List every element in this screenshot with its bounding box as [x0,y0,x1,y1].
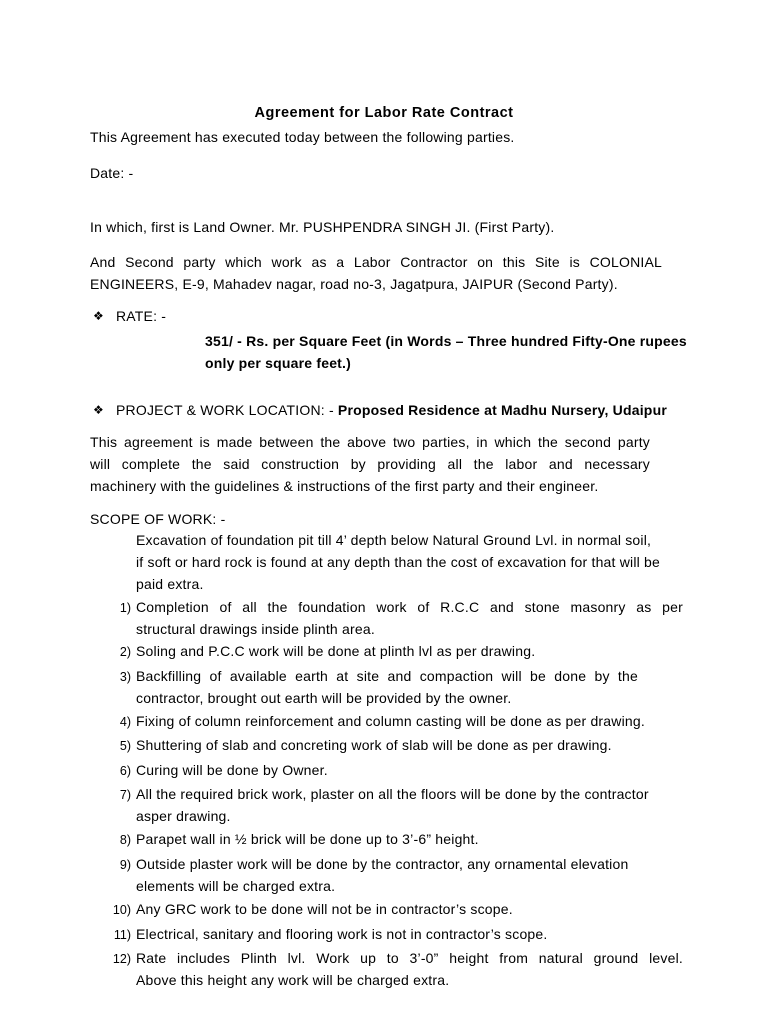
list-item-line: asper drawing. [136,808,231,824]
list-item-number: 12) [112,952,131,966]
project-value: Proposed Residence at Madhu Nursery, Udaipur [337,402,667,418]
agreement-para-line-1: This agreement is made between the above two parties, in which the second party [90,434,650,450]
list-item-number: 2) [119,645,131,659]
agreement-para-line-3: machinery with the guidelines & instructions of the first party and their engineer. [90,478,599,494]
list-item-line: Backfilling of available earth at site and compaction will be done by the [136,668,638,684]
list-item-line: elements will be charged extra. [136,878,336,894]
scope-heading: SCOPE OF WORK: - [90,511,226,527]
rate-label: RATE: - [116,308,167,324]
list-item-number: 6) [119,764,131,778]
list-item-number: 1) [119,601,131,615]
list-item-line: Parapet wall in ½ brick will be done up to 3’-6” height. [136,831,479,847]
document-title: Agreement for Labor Rate Contract [254,105,514,121]
list-item-number: 5) [119,739,131,753]
list-item-number: 3) [119,670,131,684]
rate-value-line-1: 351/ - Rs. per Square Feet (in Words – Three hundred Fifty-One rupees [205,333,687,349]
list-item-line: contractor, brought out earth will be provided by the owner. [136,690,512,706]
intro-line: This Agreement has executed today between the following parties. [90,129,515,145]
list-item-line: Electrical, sanitary and flooring work is not in contractor’s scope. [136,926,548,942]
diamond-bullet-icon: ❖ [93,403,104,417]
scope-intro-line-3: paid extra. [136,576,204,592]
list-item-line: Soling and P.C.C work will be done at plinth lvl as per drawing. [136,643,536,659]
list-item-number: 4) [119,715,131,729]
list-item-line: Curing will be done by Owner. [136,762,328,778]
list-item-line: Shuttering of slab and concreting work of slab will be done as per drawing. [136,737,612,753]
diamond-bullet-icon: ❖ [93,309,104,323]
list-item-number: 8) [119,833,131,847]
project-label: PROJECT & WORK LOCATION: - [116,402,338,418]
list-item-line: Any GRC work to be done will not be in contractor’s scope. [136,901,513,917]
list-item-line: Outside plaster work will be done by the contractor, any ornamental elevation [136,856,629,872]
agreement-para-line-2: will complete the said construction by providing all the labor and necessary [90,456,650,472]
second-party-line-2: ENGINEERS, E-9, Mahadev nagar, road no-3, Jagatpura, JAIPUR (Second Party). [90,276,618,292]
second-party-line-1: And Second party which work as a Labor Contractor on this Site is COLONIAL [90,254,662,270]
list-item-line: Completion of all the foundation work of R.C.C and stone masonry as per [136,599,683,615]
list-item-line: Fixing of column reinforcement and column casting will be done as per drawing. [136,713,645,729]
project-location-line [116,401,716,419]
list-item-line: All the required brick work, plaster on all the floors will be done by the contractor [136,786,649,802]
list-item-line: structural drawings inside plinth area. [136,621,375,637]
first-party-line: In which, first is Land Owner. Mr. PUSHPENDRA SINGH JI. (First Party). [90,219,555,235]
list-item-number: 9) [119,858,131,872]
rate-value-line-2: only per square feet.) [205,355,351,371]
date-line: Date: - [90,165,134,181]
list-item-line: Above this height any work will be charged extra. [136,972,450,988]
list-item-number: 11) [113,928,131,942]
list-item-number: 10) [112,903,131,917]
list-item-number: 7) [119,788,131,802]
scope-intro-line-1: Excavation of foundation pit till 4’ depth below Natural Ground Lvl. in normal soil, [136,532,652,548]
list-item-line: Rate includes Plinth lvl. Work up to 3’-0” height from natural ground level. [136,950,683,966]
scope-intro-line-2: if soft or hard rock is found at any depth than the cost of excavation for that will be [136,554,661,570]
